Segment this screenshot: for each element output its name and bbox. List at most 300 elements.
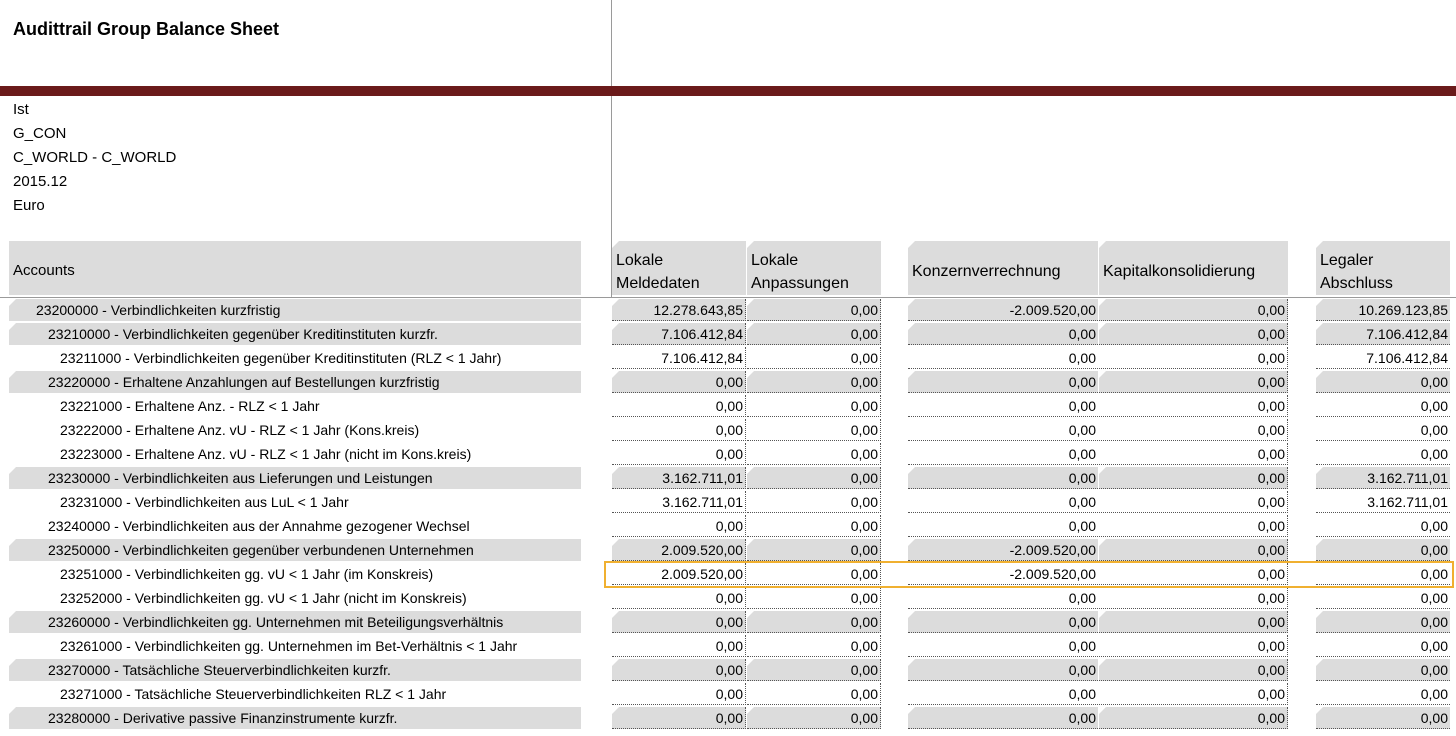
value-cell[interactable]	[747, 563, 881, 585]
account-label[interactable]	[9, 707, 581, 729]
cell-value: 0,00	[715, 662, 743, 678]
cell-value: 0,00	[1420, 446, 1448, 462]
value-cell[interactable]	[1316, 347, 1450, 369]
cell-value: 0,00	[1257, 638, 1285, 654]
cell-value: 0,00	[1068, 638, 1096, 654]
cell-value: 7.106.412,84	[661, 326, 743, 342]
value-cell[interactable]	[1099, 419, 1288, 441]
cell-value: 0,00	[715, 686, 743, 702]
account-label-text: 23252000 - Verbindlichkeiten gg. vU < 1 Jahr (nicht im Konskreis)	[60, 590, 467, 606]
cell-value: 7.106.412,84	[1366, 350, 1448, 366]
table-row[interactable]	[0, 562, 1456, 586]
value-cell[interactable]	[908, 611, 1098, 633]
value-cell[interactable]	[1316, 371, 1450, 393]
cell-value: 12.278.643,85	[653, 302, 743, 318]
account-label[interactable]	[9, 491, 581, 513]
account-label[interactable]	[9, 611, 581, 633]
cell-value: 0,00	[850, 638, 878, 654]
corner-marker	[1099, 371, 1106, 378]
value-cell[interactable]	[1099, 371, 1288, 393]
cell-value: 0,00	[1068, 494, 1096, 510]
table-row[interactable]	[0, 466, 1456, 490]
table-row[interactable]	[0, 490, 1456, 514]
value-cell[interactable]	[747, 323, 881, 345]
account-label[interactable]	[9, 515, 581, 537]
corner-marker	[9, 371, 16, 378]
corner-marker	[612, 539, 619, 546]
corner-marker	[908, 539, 915, 546]
cell-value: 0,00	[1257, 590, 1285, 606]
corner-marker	[1316, 539, 1323, 546]
table-row[interactable]	[0, 418, 1456, 442]
account-label-text: 23200000 - Verbindlichkeiten kurzfristig	[36, 302, 281, 318]
cell-value: 0,00	[850, 398, 878, 414]
table-row[interactable]	[0, 370, 1456, 394]
cell-value: 0,00	[1420, 398, 1448, 414]
corner-marker	[9, 659, 16, 666]
account-label-text: 23220000 - Erhaltene Anzahlungen auf Bestellungen kurzfristig	[48, 374, 440, 390]
corner-marker	[908, 467, 915, 474]
corner-marker	[1099, 659, 1106, 666]
table-row[interactable]	[0, 394, 1456, 418]
corner-marker	[612, 707, 619, 714]
cell-value: 0,00	[1068, 398, 1096, 414]
corner-marker	[1099, 539, 1106, 546]
value-cell[interactable]	[908, 371, 1098, 393]
header-line: Lokale	[751, 252, 799, 269]
account-label-text: 23271000 - Tatsächliche Steuerverbindlichkeiten RLZ < 1 Jahr	[60, 686, 447, 702]
value-cell[interactable]	[747, 371, 881, 393]
info-entity: C_WORLD - C_WORLD	[13, 149, 177, 166]
cell-value: 0,00	[715, 638, 743, 654]
cell-value: -2.009.520,00	[1009, 566, 1096, 582]
account-label-text: 23230000 - Verbindlichkeiten aus Lieferungen und Leistungen	[48, 470, 433, 486]
value-cell[interactable]	[747, 491, 881, 513]
value-cell[interactable]	[1316, 635, 1450, 657]
value-cell[interactable]	[1099, 563, 1288, 585]
value-cell[interactable]	[908, 491, 1098, 513]
value-cell[interactable]	[908, 419, 1098, 441]
value-cell[interactable]	[1316, 587, 1450, 609]
corner-marker	[612, 299, 619, 306]
value-cell[interactable]	[1316, 683, 1450, 705]
cell-value: 0,00	[715, 710, 743, 726]
cell-value: 0,00	[850, 422, 878, 438]
cell-value: 0,00	[1068, 590, 1096, 606]
value-cell[interactable]	[1316, 299, 1450, 321]
value-cell[interactable]	[612, 539, 746, 561]
cell-value: 0,00	[1420, 662, 1448, 678]
value-cell[interactable]	[1099, 395, 1288, 417]
cell-value: 0,00	[715, 518, 743, 534]
corner-marker	[612, 371, 619, 378]
cell-value: 0,00	[1068, 350, 1096, 366]
value-cell[interactable]	[1099, 707, 1288, 729]
cell-value: 0,00	[1420, 710, 1448, 726]
corner-marker	[612, 323, 619, 330]
value-cell[interactable]	[747, 443, 881, 465]
header-lokale-meldedaten[interactable]	[612, 241, 746, 295]
table-row[interactable]	[0, 586, 1456, 610]
header-bar	[0, 86, 1456, 96]
cell-value: 0,00	[1257, 566, 1285, 582]
value-cell[interactable]	[908, 707, 1098, 729]
cell-value: -2.009.520,00	[1009, 302, 1096, 318]
header-line: Legaler	[1320, 252, 1374, 269]
header-kapitalkonsolidierung[interactable]	[1099, 241, 1288, 295]
cell-value: 0,00	[1257, 710, 1285, 726]
cell-value: 0,00	[1257, 422, 1285, 438]
value-cell[interactable]	[1316, 443, 1450, 465]
value-cell[interactable]	[747, 611, 881, 633]
value-cell[interactable]	[1099, 347, 1288, 369]
cell-value: 0,00	[850, 302, 878, 318]
cell-value: 0,00	[1068, 470, 1096, 486]
account-label-text: 23261000 - Verbindlichkeiten gg. Unternehmen im Bet-Verhältnis < 1 Jahr	[60, 638, 518, 654]
account-label[interactable]	[9, 635, 581, 657]
cell-value: 0,00	[715, 590, 743, 606]
account-label[interactable]	[9, 587, 581, 609]
cell-value: 0,00	[1257, 374, 1285, 390]
value-cell[interactable]	[612, 587, 746, 609]
account-label-text: 23240000 - Verbindlichkeiten aus der Annahme gezogener Wechsel	[48, 518, 470, 534]
cell-value: 0,00	[1420, 542, 1448, 558]
header-legaler-abschluss[interactable]	[1316, 241, 1450, 295]
value-cell[interactable]	[1099, 491, 1288, 513]
cell-value: 0,00	[1068, 518, 1096, 534]
value-cell[interactable]	[612, 395, 746, 417]
account-label[interactable]	[9, 467, 581, 489]
table-row[interactable]	[0, 322, 1456, 346]
value-cell[interactable]	[1099, 611, 1288, 633]
corner-marker	[612, 467, 619, 474]
corner-marker	[747, 241, 754, 248]
value-cell[interactable]	[612, 659, 746, 681]
corner-marker	[9, 299, 16, 306]
corner-marker	[908, 299, 915, 306]
corner-marker	[908, 707, 915, 714]
cell-value: 3.162.711,01	[1367, 494, 1448, 510]
corner-marker	[1316, 241, 1323, 248]
info-currency: Euro	[13, 197, 45, 214]
cell-value: 0,00	[1068, 614, 1096, 630]
corner-marker	[1099, 611, 1106, 618]
value-cell[interactable]	[1099, 539, 1288, 561]
corner-marker	[1099, 467, 1106, 474]
cell-value: 0,00	[1257, 542, 1285, 558]
account-label[interactable]	[9, 371, 581, 393]
cell-value: 0,00	[1420, 566, 1448, 582]
value-cell[interactable]	[612, 299, 746, 321]
account-label-text: 23221000 - Erhaltene Anz. - RLZ < 1 Jahr	[60, 398, 320, 414]
account-label[interactable]	[9, 659, 581, 681]
value-cell[interactable]	[747, 587, 881, 609]
value-cell[interactable]	[908, 515, 1098, 537]
cell-value: 0,00	[850, 494, 878, 510]
account-label-text: 23211000 - Verbindlichkeiten gegenüber Kreditinstituten (RLZ < 1 Jahr)	[60, 350, 502, 366]
header-line: Kapitalkonsolidierung	[1103, 263, 1256, 280]
value-cell[interactable]	[908, 587, 1098, 609]
corner-marker	[9, 467, 16, 474]
corner-marker	[908, 323, 915, 330]
cell-value: 10.269.123,85	[1358, 302, 1448, 318]
value-cell[interactable]	[908, 659, 1098, 681]
account-label-text: 23251000 - Verbindlichkeiten gg. vU < 1 Jahr (im Konskreis)	[60, 566, 434, 582]
cell-value: 0,00	[1257, 446, 1285, 462]
value-cell[interactable]	[1099, 467, 1288, 489]
account-label[interactable]	[9, 395, 581, 417]
cell-value: 0,00	[1420, 518, 1448, 534]
cell-value: 0,00	[850, 590, 878, 606]
account-label[interactable]	[9, 419, 581, 441]
value-cell[interactable]	[908, 635, 1098, 657]
cell-value: 0,00	[1257, 302, 1285, 318]
value-cell[interactable]	[747, 299, 881, 321]
value-cell[interactable]	[1316, 395, 1450, 417]
value-cell[interactable]	[747, 515, 881, 537]
corner-marker	[612, 611, 619, 618]
cell-value: 0,00	[1257, 494, 1285, 510]
corner-marker	[747, 467, 754, 474]
corner-marker	[747, 659, 754, 666]
value-cell[interactable]	[1099, 299, 1288, 321]
value-cell[interactable]	[1316, 323, 1450, 345]
value-cell[interactable]	[747, 539, 881, 561]
cell-value: 0,00	[715, 374, 743, 390]
table-row[interactable]	[0, 346, 1456, 370]
value-cell[interactable]	[612, 419, 746, 441]
corner-marker	[1316, 707, 1323, 714]
account-label[interactable]	[9, 299, 581, 321]
account-label-text: 23260000 - Verbindlichkeiten gg. Unternehmen mit Beteiligungsverhältnis	[48, 614, 504, 630]
value-cell[interactable]	[1316, 659, 1450, 681]
value-cell[interactable]	[1099, 587, 1288, 609]
value-cell[interactable]	[1316, 419, 1450, 441]
corner-marker	[1099, 299, 1106, 306]
cell-value: 0,00	[1257, 470, 1285, 486]
cell-value: 7.106.412,84	[1366, 326, 1448, 342]
cell-value: 7.106.412,84	[661, 350, 743, 366]
value-cell[interactable]	[908, 395, 1098, 417]
corner-marker	[747, 371, 754, 378]
cell-value: 0,00	[1257, 326, 1285, 342]
corner-marker	[1099, 323, 1106, 330]
cell-value: 0,00	[1420, 686, 1448, 702]
table-row[interactable]	[0, 706, 1456, 730]
value-cell[interactable]	[612, 635, 746, 657]
cell-value: 0,00	[850, 542, 878, 558]
value-cell[interactable]	[612, 443, 746, 465]
cell-value: 3.162.711,01	[1367, 470, 1448, 486]
cell-value: 0,00	[1257, 350, 1285, 366]
account-label[interactable]	[9, 443, 581, 465]
table-row[interactable]	[0, 658, 1456, 682]
cell-value: 0,00	[1068, 686, 1096, 702]
table-row[interactable]	[0, 442, 1456, 466]
account-label-text: 23222000 - Erhaltene Anz. vU - RLZ < 1 Jahr (Kons.kreis)	[60, 422, 420, 438]
value-cell[interactable]	[1316, 467, 1450, 489]
cell-value: 0,00	[1420, 590, 1448, 606]
account-label-text: 23270000 - Tatsächliche Steuerverbindlichkeiten kurzfr.	[48, 662, 391, 678]
cell-value: 0,00	[1068, 662, 1096, 678]
cell-value: 0,00	[715, 446, 743, 462]
header-line: Lokale	[616, 252, 664, 269]
value-cell[interactable]	[612, 347, 746, 369]
cell-value: 2.009.520,00	[661, 566, 743, 582]
value-cell[interactable]	[612, 611, 746, 633]
value-cell[interactable]	[908, 683, 1098, 705]
info-category: Ist	[13, 101, 29, 118]
info-group: G_CON	[13, 125, 67, 142]
cell-value: 0,00	[1068, 446, 1096, 462]
corner-marker	[1099, 241, 1106, 248]
corner-marker	[747, 539, 754, 546]
cell-value: 0,00	[715, 398, 743, 414]
cell-value: 0,00	[850, 710, 878, 726]
corner-marker	[9, 707, 16, 714]
value-cell[interactable]	[747, 635, 881, 657]
account-label[interactable]	[9, 539, 581, 561]
cell-value: 0,00	[850, 614, 878, 630]
header-line: Konzernverrechnung	[912, 263, 1061, 280]
info-period: 2015.12	[13, 173, 68, 190]
corner-marker	[1316, 299, 1323, 306]
account-label-text: 23250000 - Verbindlichkeiten gegenüber verbundenen Unternehmen	[48, 542, 474, 558]
cell-value: 0,00	[850, 566, 878, 582]
cell-value: 0,00	[1257, 686, 1285, 702]
cell-value: 0,00	[1068, 710, 1096, 726]
value-cell[interactable]	[908, 467, 1098, 489]
header-line: Anpassungen	[751, 275, 849, 292]
report-title: Audittrail Group Balance Sheet	[13, 19, 280, 39]
corner-marker	[908, 611, 915, 618]
cell-value: 0,00	[850, 662, 878, 678]
value-cell[interactable]	[1316, 707, 1450, 729]
value-cell[interactable]	[612, 491, 746, 513]
corner-marker	[1099, 707, 1106, 714]
cell-value: 0,00	[1068, 374, 1096, 390]
value-cell[interactable]	[1099, 515, 1288, 537]
value-cell[interactable]	[612, 371, 746, 393]
corner-marker	[1316, 611, 1323, 618]
corner-marker	[9, 323, 16, 330]
table-row[interactable]	[0, 514, 1456, 538]
cell-value: -2.009.520,00	[1009, 542, 1096, 558]
value-cell[interactable]	[1316, 515, 1450, 537]
accounts-header-label: Accounts	[13, 262, 75, 279]
value-cell[interactable]	[612, 563, 746, 585]
cell-value: 0,00	[1420, 614, 1448, 630]
cell-value: 0,00	[850, 374, 878, 390]
cell-value: 0,00	[850, 686, 878, 702]
corner-marker	[747, 299, 754, 306]
value-cell[interactable]	[747, 347, 881, 369]
corner-marker	[908, 659, 915, 666]
value-cell[interactable]	[908, 347, 1098, 369]
value-cell[interactable]	[1316, 539, 1450, 561]
value-cell[interactable]	[1099, 443, 1288, 465]
value-cell[interactable]	[612, 707, 746, 729]
table-row[interactable]	[0, 634, 1456, 658]
value-cell[interactable]	[908, 299, 1098, 321]
value-cell[interactable]	[747, 467, 881, 489]
cell-value: 0,00	[1068, 422, 1096, 438]
value-cell[interactable]	[612, 323, 746, 345]
cell-value: 0,00	[1257, 614, 1285, 630]
value-cell[interactable]	[747, 659, 881, 681]
value-cell[interactable]	[747, 419, 881, 441]
cell-value: 0,00	[1420, 374, 1448, 390]
value-cell[interactable]	[908, 323, 1098, 345]
value-cell[interactable]	[1316, 491, 1450, 513]
value-cell[interactable]	[747, 683, 881, 705]
table-row[interactable]	[0, 610, 1456, 634]
account-label[interactable]	[9, 683, 581, 705]
value-cell[interactable]	[612, 515, 746, 537]
value-cell[interactable]	[747, 395, 881, 417]
corner-marker	[908, 371, 915, 378]
value-cell[interactable]	[908, 443, 1098, 465]
corner-marker	[1316, 323, 1323, 330]
corner-marker	[1316, 467, 1323, 474]
corner-marker	[747, 323, 754, 330]
corner-marker	[747, 707, 754, 714]
header-konzernverrechnung[interactable]	[908, 241, 1098, 295]
corner-marker	[1316, 659, 1323, 666]
header-line: Meldedaten	[616, 275, 700, 292]
table-row[interactable]	[0, 682, 1456, 706]
value-cell[interactable]	[1099, 683, 1288, 705]
corner-marker	[908, 241, 915, 248]
value-cell[interactable]	[1099, 635, 1288, 657]
accounts-header[interactable]	[9, 241, 581, 295]
cell-value: 3.162.711,01	[662, 470, 743, 486]
cell-value: 0,00	[850, 518, 878, 534]
account-label-text: 23223000 - Erhaltene Anz. vU - RLZ < 1 Jahr (nicht im Kons.kreis)	[60, 446, 472, 462]
cell-value: 0,00	[850, 446, 878, 462]
cell-value: 3.162.711,01	[662, 494, 743, 510]
corner-marker	[747, 611, 754, 618]
value-cell[interactable]	[908, 563, 1098, 585]
account-label[interactable]	[9, 323, 581, 345]
header-line: Abschluss	[1320, 275, 1393, 292]
cell-value: 0,00	[1420, 638, 1448, 654]
value-cell[interactable]	[1316, 563, 1450, 585]
cell-value: 0,00	[1068, 326, 1096, 342]
value-cell[interactable]	[747, 707, 881, 729]
cell-value: 0,00	[1257, 518, 1285, 534]
value-cell[interactable]	[908, 539, 1098, 561]
cell-value: 0,00	[850, 350, 878, 366]
value-cell[interactable]	[1316, 611, 1450, 633]
corner-marker	[612, 241, 619, 248]
header-lokale-anpassungen[interactable]	[747, 241, 881, 295]
cell-value: 0,00	[850, 470, 878, 486]
cell-value: 0,00	[1420, 422, 1448, 438]
table-row[interactable]	[0, 298, 1456, 322]
account-label-text: 23280000 - Derivative passive Finanzinstrumente kurzfr.	[48, 710, 398, 726]
value-cell[interactable]	[612, 467, 746, 489]
value-cell[interactable]	[1099, 323, 1288, 345]
cell-value: 0,00	[1257, 662, 1285, 678]
cell-value: 0,00	[715, 614, 743, 630]
table-row[interactable]	[0, 538, 1456, 562]
account-label[interactable]	[9, 563, 581, 585]
corner-marker	[612, 659, 619, 666]
value-cell[interactable]	[1099, 659, 1288, 681]
account-label[interactable]	[9, 347, 581, 369]
value-cell[interactable]	[612, 683, 746, 705]
